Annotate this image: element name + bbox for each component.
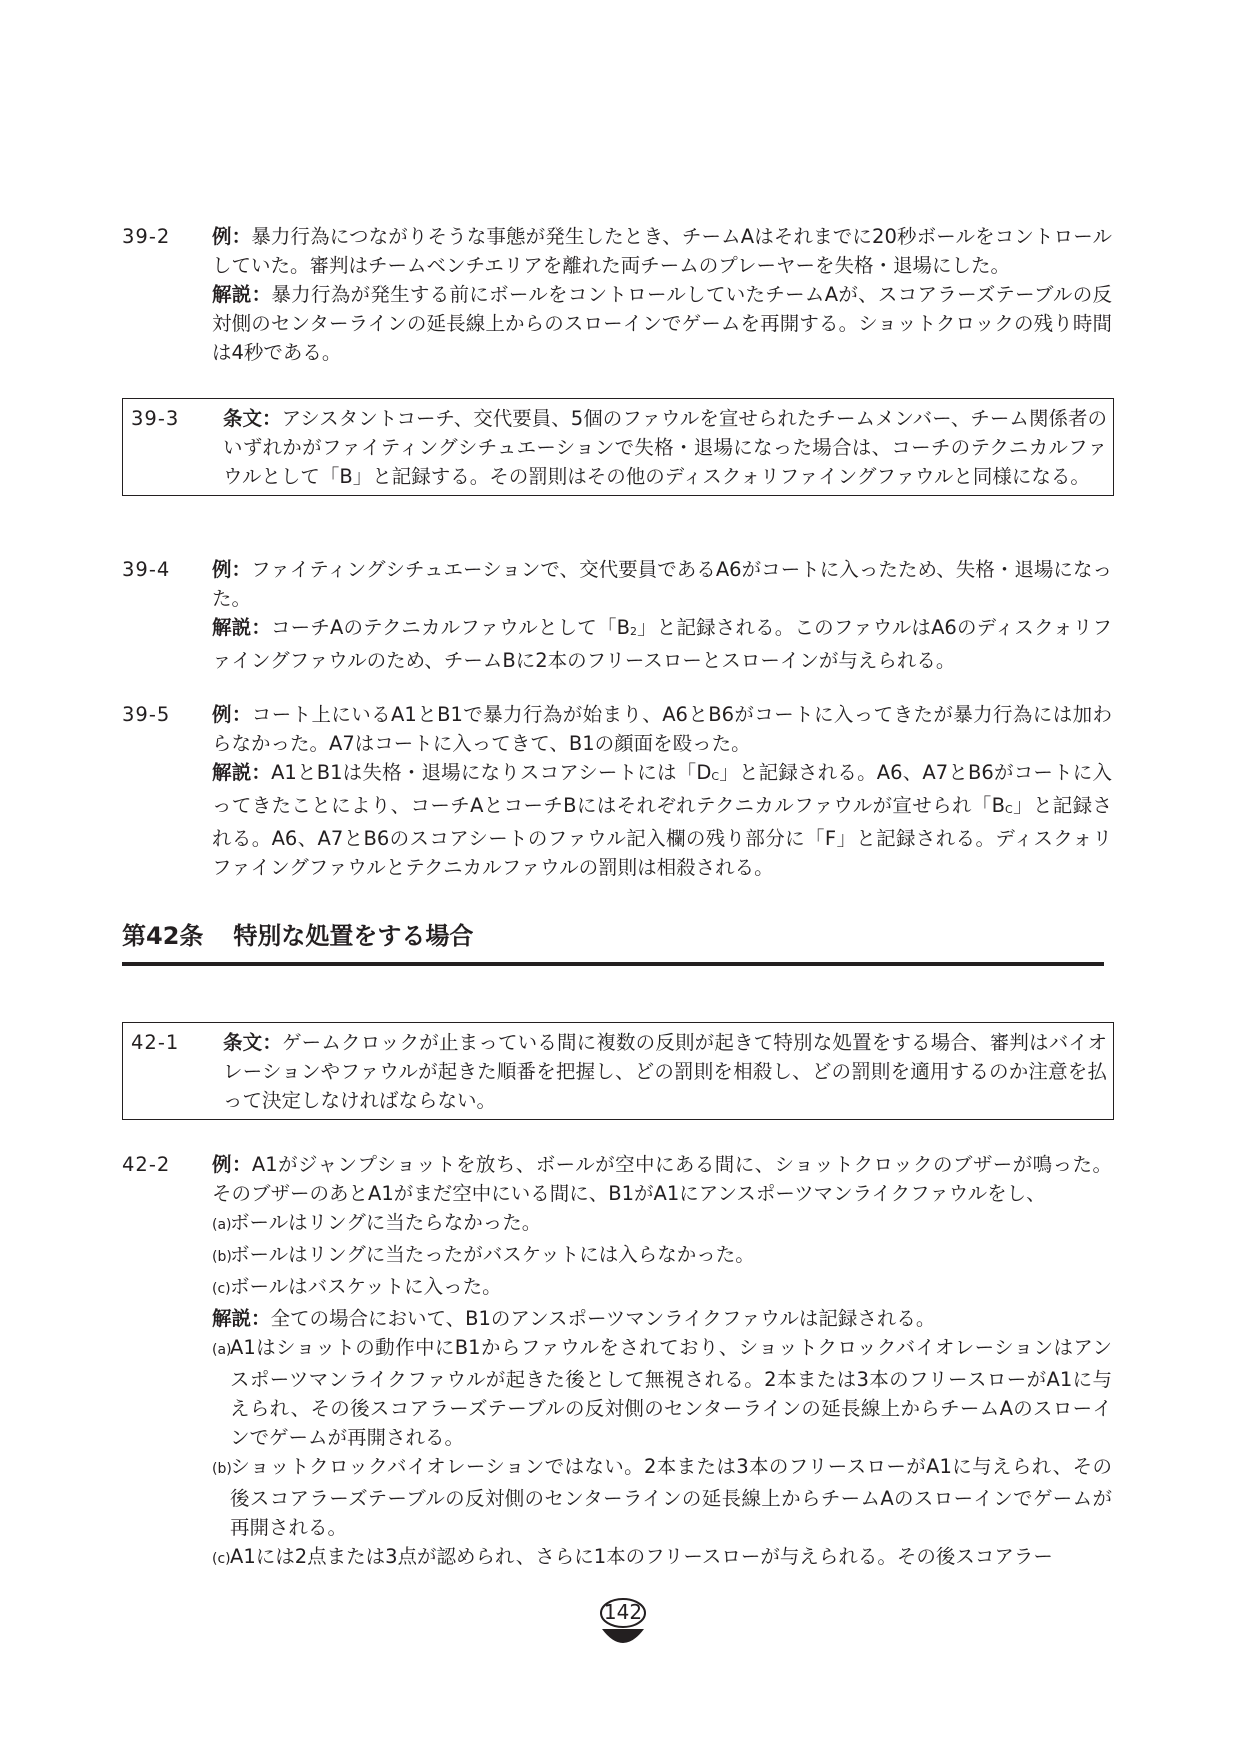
explanation-paragraph — [212, 613, 1112, 675]
article-text: アシスタントコーチ、交代要員、5個のファウルを宣せられたチームメンバー、チーム関係者のいずれかがファイティングシチュエーションで失格・退場になった場合は、コーチのテクニカルファウルとして「B」と記録する。その罰則はその他のディスクォリファイングファウルと同様になる。 — [223, 407, 1107, 488]
subscript: 2 — [629, 625, 637, 638]
section-number: 42-2 — [122, 1153, 171, 1176]
section-39-4 — [122, 555, 1112, 675]
explanation-label: 解説： — [212, 1307, 271, 1330]
example-text: A1がジャンプショットを放ち、ボールが空中にある間に、ショットクロックのブザーが鳴った。そのブザーのあとA1がまだ空中にいる間に、B1がA1にアンスポーツマンライクファウルをし、 — [212, 1153, 1112, 1205]
case-marker: (a) — [212, 1217, 232, 1233]
section-number: 39-2 — [122, 225, 171, 248]
example-label: 例： — [212, 1153, 252, 1176]
answer-marker: (b) — [212, 1461, 232, 1477]
article-text-label: 条文： — [223, 407, 282, 430]
section-39-2 — [122, 222, 1112, 367]
section-number: 39-5 — [122, 703, 171, 726]
article-text-label: 条文： — [223, 1031, 283, 1054]
article-number: 第42条 — [122, 922, 204, 950]
explanation-text: 暴力行為が発生する前にボールをコントロールしていたチームAが、スコアラーズテーブルの反対側のセンターラインの延長線上からのスローインでゲームを再開する。ショットクロックの残り時間は4秒である。 — [212, 283, 1112, 364]
explanation-text: コーチAのテクニカルファウルとして「B — [271, 616, 630, 639]
answer-item — [212, 1333, 1112, 1452]
case-text: ボールはリングに当たったがバスケットには入らなかった。 — [230, 1243, 755, 1266]
explanation-paragraph — [212, 1304, 1112, 1333]
subscript: C — [1005, 803, 1013, 816]
article-text: ゲームクロックが止まっている間に複数の反則が起きて特別な処置をする場合、審判はバイオレーションやファウルが起きた順番を把握し、どの罰則を相殺し、どの罰則を適用するのか注意を払って決定しなければならない。 — [223, 1031, 1107, 1112]
case-item — [212, 1272, 1112, 1304]
explanation-text: 」と記録される。A6、A7とB6のスコアシートのファウル記入欄の残り部分に「F」と記録される。ディスクォリファイングファウルとテクニカルファウルの罰則は相殺される。 — [212, 794, 1112, 879]
answer-text: ショットクロックバイオレーションではない。2本または3本のフリースローがA1に与えられ、その後スコアラーズテーブルの反対側のセンターラインの延長線上からチームAのスローインでゲームが再開される。 — [230, 1455, 1112, 1539]
explanation-text: 」と記録される。A6、A7とB6がコートに入ってきたことにより、コーチAとコーチBにはそれぞれテクニカルファウルが宣せられ「B — [212, 761, 1112, 817]
subscript: C — [711, 770, 720, 783]
explanation-paragraph — [212, 280, 1112, 367]
section-number: 39-3 — [131, 407, 180, 430]
case-text: ボールはバスケットに入った。 — [230, 1275, 502, 1298]
case-marker: (c) — [212, 1281, 231, 1297]
case-item — [212, 1208, 1112, 1240]
example-label: 例： — [212, 225, 252, 248]
example-label: 例： — [212, 703, 252, 726]
answer-item — [212, 1542, 1112, 1574]
example-paragraph — [212, 555, 1112, 613]
example-paragraph — [212, 1150, 1112, 1208]
section-39-3-box — [122, 398, 1114, 496]
answer-item — [212, 1452, 1112, 1542]
article-title: 特別な処置をする場合 — [233, 922, 474, 950]
explanation-label: 解説： — [212, 616, 271, 639]
section-number: 42-1 — [131, 1031, 180, 1054]
case-marker: (b) — [212, 1249, 232, 1265]
example-text: ファイティングシチュエーションで、交代要員であるA6がコートに入ったため、失格・退場になった。 — [212, 558, 1112, 610]
explanation-label: 解説： — [212, 761, 272, 784]
case-text: ボールはリングに当たらなかった。 — [230, 1211, 542, 1234]
example-text: コート上にいるA1とB1で暴力行為が始まり、A6とB6がコートに入ってきたが暴力行為には加わらなかった。A7はコートに入ってきて、B1の顔面を殴った。 — [212, 703, 1112, 755]
example-text: 暴力行為につながりそうな事態が発生したとき、チームAはそれまでに20秒ボールをコントロールしていた。審判はチームベンチエリアを離れた両チームのプレーヤーを失格・退場にした。 — [212, 225, 1112, 277]
article-text-paragraph — [223, 1028, 1107, 1115]
heading-rule — [122, 962, 1104, 966]
section-39-5 — [122, 700, 1112, 882]
section-42-2 — [122, 1150, 1112, 1574]
example-label: 例： — [212, 558, 252, 581]
example-paragraph — [212, 222, 1112, 280]
answer-text: A1には2点または3点が認められ、さらに1本のフリースローが与えられる。その後スコアラー — [230, 1545, 1053, 1568]
section-number: 39-4 — [122, 558, 171, 581]
example-paragraph — [212, 700, 1112, 758]
section-42-1-box — [122, 1022, 1114, 1120]
article-heading — [122, 918, 1104, 954]
answer-marker: (c) — [212, 1551, 231, 1567]
answer-text: A1はショットの動作中にB1からファウルをされており、ショットクロックバイオレーションはアンスポーツマンライクファウルが起きた後として無視される。2本または3本のフリースローがA1に与えられ、その後スコアラーズテーブルの反対側のセンターラインの延長線上からチームAのスローインでゲームが再開される。 — [230, 1336, 1112, 1449]
answer-marker: (a) — [212, 1342, 232, 1358]
case-item — [212, 1240, 1112, 1272]
explanation-text: 全ての場合において、B1のアンスポーツマンライクファウルは記録される。 — [270, 1307, 936, 1330]
page-number: 142 — [603, 1600, 643, 1624]
explanation-text: A1とB1は失格・退場になりスコアシートには「D — [271, 761, 712, 784]
explanation-label: 解説： — [212, 283, 272, 306]
explanation-paragraph — [212, 758, 1112, 882]
article-text-paragraph — [223, 404, 1107, 491]
explanation-text: 」と記録される。このファウルはA6のディスクォリファイングファウルのため、チームBに2本のフリースローとスローインが与えられる。 — [212, 616, 1112, 672]
